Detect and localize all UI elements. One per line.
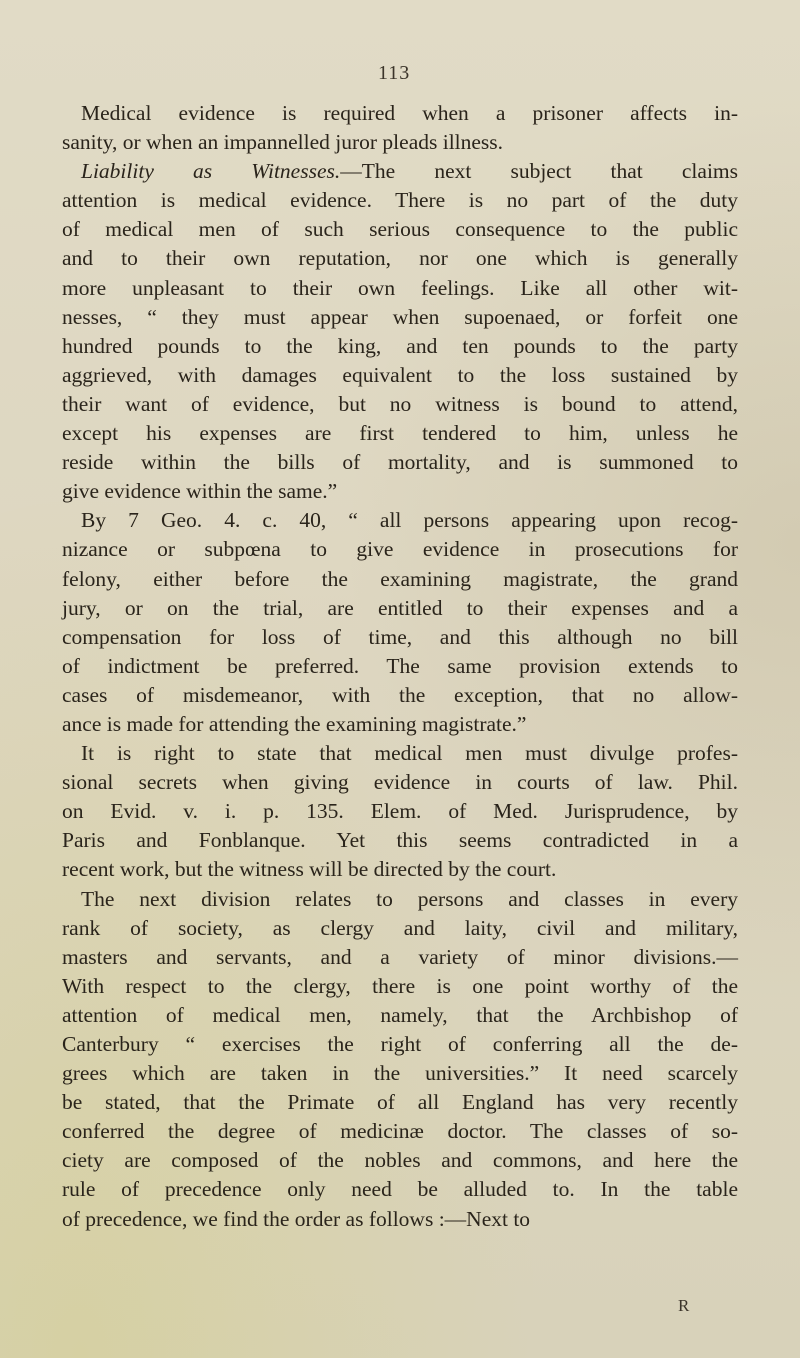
text-line: of indictment be preferred. The same provision extends to [62, 653, 738, 678]
text-line: sanity, or when an impannelled juror pleads illness. [62, 130, 504, 155]
signature-mark: R [678, 1296, 690, 1315]
text-line: be stated, that the Primate of all England has very recently [62, 1090, 738, 1115]
text-line: rule of precedence only need be alluded to. In the table [62, 1177, 738, 1202]
text-line: ance is made for attending the examining magistrate.” [62, 711, 527, 736]
text-line: jury, or on the trial, are entitled to their expenses and a [62, 595, 738, 620]
text-line: ciety are composed of the nobles and commons, and here the [62, 1148, 738, 1173]
text-line: cases of misdemeanor, with the exception, that no allow- [62, 682, 738, 707]
text-line: aggrieved, with damages equivalent to the loss sustained by [62, 362, 738, 387]
text-line: The next division relates to persons and classes in every [81, 886, 738, 911]
page-number: 113 [378, 62, 411, 84]
text-line: recent work, but the witness will be directed by the court. [62, 857, 557, 882]
text-line: With respect to the clergy, there is one point worthy of the [62, 973, 738, 998]
text-line-with-italic-heading [62, 157, 738, 186]
text-line: their want of evidence, but no witness is bound to attend, [62, 391, 738, 416]
text-line: By 7 Geo. 4. c. 40, “ all persons appearing upon recog- [81, 508, 738, 533]
text-line: reside within the bills of mortality, and is summoned to [62, 450, 738, 475]
text-line: compensation for loss of time, and this although no bill [62, 624, 738, 649]
text-line: on Evid. v. i. p. 135. Elem. of Med. Jurisprudence, by [62, 799, 738, 824]
text-line: felony, either before the examining magistrate, the grand [62, 566, 738, 591]
text-line: of medical men of such serious consequence to the public [62, 217, 738, 242]
text-line: nizance or subpœna to give evidence in prosecutions for [62, 537, 738, 562]
text-line: except his expenses are first tendered to him, unless he [62, 421, 738, 446]
text-line: Paris and Fonblanque. Yet this seems contradicted in a [62, 828, 738, 853]
text-line: give evidence within the same.” [62, 479, 338, 504]
text-line: sional secrets when giving evidence in courts of law. Phil. [62, 770, 738, 795]
text-line: Medical evidence is required when a prisoner affects in- [81, 101, 738, 125]
text-line: and to their own reputation, nor one which is generally [62, 246, 738, 271]
text-line: hundred pounds to the king, and ten pounds to the party [62, 333, 738, 358]
text-line: rank of society, as clergy and laity, civil and military, [62, 915, 738, 940]
text-line: It is right to state that medical men must divulge profes- [81, 741, 738, 766]
text-line: more unpleasant to their own feelings. Like all other wit- [62, 275, 738, 300]
text-line: of precedence, we find the order as follows :—Next to [62, 1206, 531, 1231]
text-line: nesses, “ they must appear when supoenaed, or forfeit one [62, 304, 738, 329]
section-heading-italic: Liability as Witnesses. [81, 159, 341, 184]
body-text [62, 99, 738, 1234]
text-line: grees which are taken in the universities.” It need scarcely [62, 1061, 738, 1086]
text-line: Canterbury “ exercises the right of conferring all the de- [62, 1032, 738, 1056]
text-line: conferred the degree of medicinæ doctor. The classes of so- [62, 1119, 738, 1144]
text-line-rest: —The next subject that claims [340, 159, 739, 184]
text-line: masters and servants, and a variety of minor divisions.— [62, 944, 738, 969]
text-line: attention of medical men, namely, that the Archbishop of [62, 1002, 738, 1027]
text-line: attention is medical evidence. There is no part of the duty [62, 188, 738, 213]
